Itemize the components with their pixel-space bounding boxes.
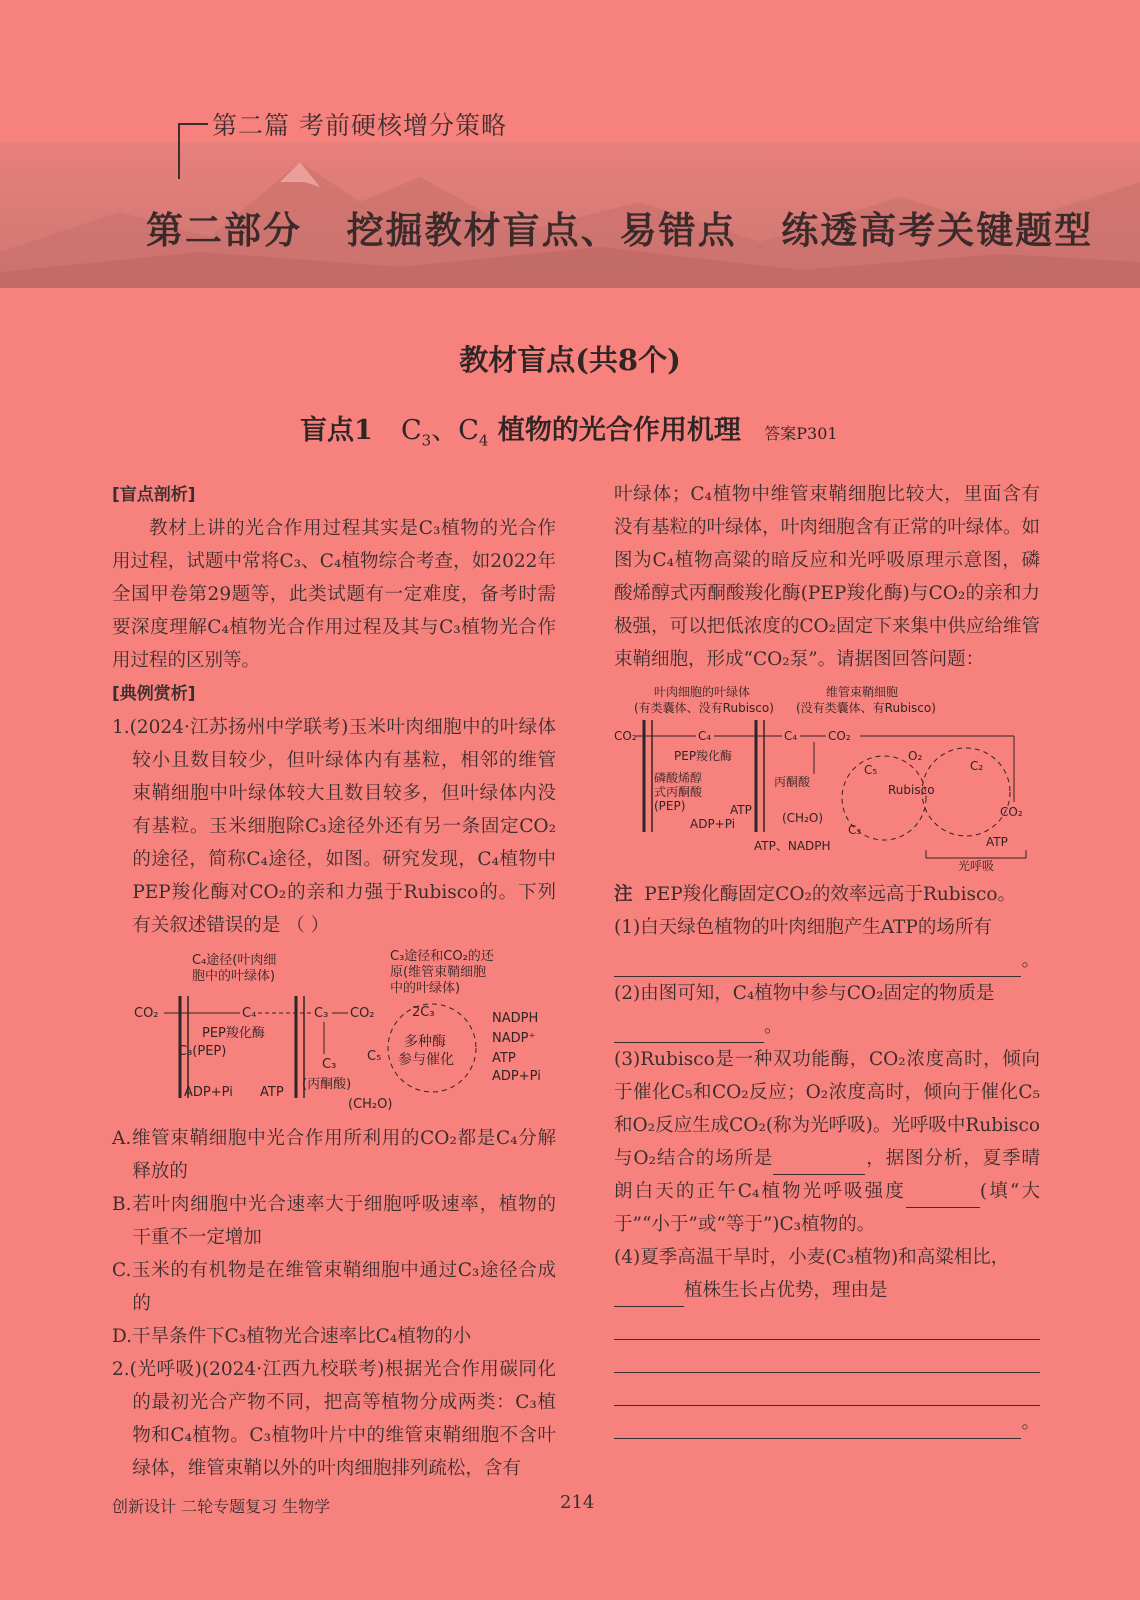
fig1-catalysis: 参与催化 <box>398 1052 454 1068</box>
fig1-pep-enzyme: PEP羧化酶 <box>202 1026 265 1041</box>
header-bracket <box>178 123 208 125</box>
fig2-pep-3: (PEP) <box>654 799 686 813</box>
fig2-bundle-label-2: (没有类囊体、有Rubisco) <box>796 701 936 715</box>
option-c: C.玉米的有机物是在维管束鞘细胞中通过C₃途径合成的 <box>112 1260 556 1314</box>
answer-blank-3b[interactable] <box>906 1185 980 1208</box>
sub2-end: 。 <box>764 1016 783 1037</box>
sub3-part-a: (3)Rubisco是一种双功能酶，CO₂浓度高时，倾向于催化C₅和CO₂反应；O₂浓度高时，倾向于催化C₅和O₂反应生成CO₂(称为光呼吸)。光呼吸中Rubisco与O₂结合的场所是 <box>614 1049 1040 1169</box>
note-label: 注 <box>614 884 633 905</box>
sub-question-1-answer <box>614 944 1040 977</box>
fig2-meso-label-2: (有类囊体、没有Rubisco) <box>634 701 774 715</box>
fig2-pep-enzyme: PEP羧化酶 <box>674 749 733 763</box>
part-label: 第二篇 考前硬核增分策略 <box>212 111 507 140</box>
answer-blank-4a[interactable] <box>614 1284 684 1307</box>
fig2-pep-2: 式丙酮酸 <box>654 785 703 799</box>
fig2-c3: C₃ <box>848 823 862 837</box>
sub-question-1: (1)白天绿色植物的叶肉细胞产生ATP的场所有 <box>614 917 992 938</box>
right-column <box>614 478 1040 1439</box>
answer-line-1[interactable] <box>614 944 1021 977</box>
example-tag: [典例赏析] <box>112 684 196 704</box>
fig1-c4: C₄ <box>242 1006 257 1021</box>
main-title: 第二部分 挖掘教材盲点、易错点 练透高考关键题型 <box>146 209 1094 252</box>
fig1-c3-pyruvate: C₃ <box>322 1057 337 1072</box>
answer-line-2[interactable] <box>614 1010 764 1043</box>
fig1-c3pep: C₃(PEP) <box>178 1044 227 1059</box>
fig1-co2: CO₂ <box>134 1006 159 1021</box>
fig2-photoresp-bracket <box>926 850 1026 858</box>
fig2-meso-label: 叶肉细胞的叶绿体 <box>654 685 751 699</box>
sub-question-2-answer <box>614 1010 1040 1043</box>
question-2-continued: 叶绿体；C₄植物中维管束鞘细胞比较大，里面含有没有基粒的叶绿体，叶肉细胞含有正常的叶绿体。如图为C₄植物高粱的暗反应和光呼吸原理示意图，磷酸烯醇式丙酮酸羧化酶(PEP羧化酶)与CO₂的亲和力极强，可以把低浓度的CO₂固定下来集中供应给维管束鞘细胞，形成“CO₂泵”。请据图回答问题： <box>614 484 1040 670</box>
answer-ref: 答案P301 <box>764 424 838 443</box>
fig2-pep-1: 磷酸烯醇 <box>654 771 703 785</box>
fig2-co2-right: CO₂ <box>1000 805 1023 819</box>
fig1-adp-left: ADP+Pi <box>184 1085 233 1100</box>
answer-line-4d[interactable] <box>614 1406 1021 1439</box>
answer-line-4a[interactable] <box>614 1307 1040 1340</box>
fig2-atp-nadph: ATP、NADPH <box>754 839 831 853</box>
fig2-c4-b: C₄ <box>784 729 798 743</box>
analysis-tag: [盲点剖析] <box>112 485 196 505</box>
fig1-enzymes: 多种酶 <box>404 1034 446 1050</box>
fig2-photoresp: 光呼吸 <box>958 859 995 872</box>
option-a: A.维管束鞘细胞中光合作用所利用的CO₂都是C₄分解释放的 <box>112 1128 556 1182</box>
fig1-c4-label-2: 胞中的叶绿体) <box>192 969 276 984</box>
answer-blank-3a[interactable] <box>773 1152 865 1175</box>
fig2-rubisco: Rubisco <box>888 783 935 797</box>
fig2-o2: O₂ <box>908 749 923 763</box>
analysis-text: 教材上讲的光合作用过程其实是C₃植物的光合作用过程，试题中常将C₃、C₄植物综合考查，如2022年全国甲卷第29题等，此类试题有一定难度，备考时需要深度理解C₄植物光合作用过程及其与C₃植物光合作用过程的区别等。 <box>112 518 556 671</box>
sub4-text: (4)夏季高温干旱时，小麦(C₃植物)和高粱相比， <box>614 1247 1010 1268</box>
page-number: 214 <box>560 1492 595 1513</box>
sub3-part-c: (填“大于”“小于”或“等于”)C₃植物的。 <box>614 1181 1040 1235</box>
sub3-part-b: ，据图分析，夏季晴朗白天的正午C₄植物光呼吸强度 <box>614 1148 1040 1202</box>
fig1-c3-label-3: 中的叶绿体) <box>390 981 461 996</box>
sub1-end: 。 <box>1021 950 1040 971</box>
left-column <box>112 478 556 1485</box>
footer-text: 创新设计 二轮专题复习 生物学 <box>112 1497 331 1516</box>
fig1-c3: C₃ <box>314 1006 329 1021</box>
fig2-ch2o: (CH₂O) <box>782 811 824 825</box>
fig1-co2b: CO₂ <box>350 1006 375 1021</box>
answer-line-4b[interactable] <box>614 1340 1040 1373</box>
fig1-ch2o: (CH₂O) <box>348 1097 393 1112</box>
c4-pathway-figure <box>112 948 556 1116</box>
fig1-2c3: 2C₃ <box>412 1005 435 1020</box>
fig1-c4-label: C₄途径(叶肉细 <box>192 953 277 968</box>
point-title <box>300 408 838 449</box>
sub-question-4 <box>614 1241 1040 1307</box>
note-text: PEP羧化酶固定CO₂的效率远高于Rubisco。 <box>644 884 1017 905</box>
note <box>614 878 1040 911</box>
fig1-pyruvate: (丙酮酸) <box>302 1077 352 1092</box>
fig1-c5: C₅ <box>367 1049 382 1064</box>
fig2-pyruvate: 丙酮酸 <box>774 775 811 789</box>
question-1: 1.(2024·江苏扬州中学联考)玉米叶肉细胞中的叶绿体较小且数目较少，但叶绿体内有基粒，相邻的维管束鞘细胞中叶绿体较大且数目较多，但叶绿体内没有基粒。玉米细胞除C₃途径外还有另一条固定CO₂的途径，简称C₄途径，如图。研究发现，C₄植物中PEP羧化酶对CO₂的亲和力强于Rubisco的。下列有关叙述错误的是 （ ） <box>112 717 556 936</box>
option-d: D.干旱条件下C₃植物光合速率比C₄植物的小 <box>112 1326 472 1347</box>
fig1-adp: ADP+Pi <box>492 1069 541 1084</box>
answer-line-4-final <box>614 1406 1040 1439</box>
fig2-co2-mid: CO₂ <box>828 729 851 743</box>
fig2-c4-a: C₄ <box>698 729 712 743</box>
sub-question-2: (2)由图可知，C₄植物中参与CO₂固定的物质是 <box>614 983 995 1004</box>
option-b: B.若叶肉细胞中光合速率大于细胞呼吸速率，植物的干重不一定增加 <box>112 1194 556 1248</box>
point-prefix: 盲点1 <box>300 415 373 446</box>
fig1-c3-label: C₃途径和CO₂的还 <box>390 949 494 964</box>
section-title: 教材盲点(共8个) <box>459 343 681 377</box>
fig1-atp: ATP <box>492 1051 516 1066</box>
fig2-atp: ATP <box>730 803 752 817</box>
fig2-bundle-label: 维管束鞘细胞 <box>826 685 899 699</box>
question-2: 2.(光呼吸)(2024·江西九校联考)根据光合作用碳同化的最初光合产物不同，把高等植物分成两类：C₃植物和C₄植物。C₃植物叶片中的维管束鞘细胞不含叶绿体，维管束鞘以外的叶肉细胞排列疏松，含有 <box>112 1359 556 1479</box>
point-title-text: 植物的光合作用机理 <box>497 415 741 446</box>
fig2-adp: ADP+Pi <box>690 817 736 831</box>
answer-line-4c[interactable] <box>614 1373 1040 1406</box>
point-formula: $C_3$、$C_4$ <box>401 415 489 450</box>
fig1-nadph: NADPH <box>492 1011 539 1026</box>
fig2-c2: C₂ <box>970 759 984 773</box>
fig2-c5: C₅ <box>864 763 878 777</box>
fig1-c3-label-2: 原(维管束鞘细胞 <box>390 965 487 980</box>
c4-photorespiration-figure <box>614 682 1040 872</box>
sub-question-3 <box>614 1043 1040 1241</box>
end-mark: 。 <box>1021 1412 1040 1433</box>
fig1-atp-left: ATP <box>260 1085 284 1100</box>
fig2-atp-right: ATP <box>986 835 1008 849</box>
fig2-co2-left: CO₂ <box>614 729 637 743</box>
sub4-text-b: 植株生长占优势，理由是 <box>684 1280 888 1301</box>
fig2-photorespiration-cycle <box>922 748 1010 836</box>
header-bracket-left <box>178 123 180 179</box>
fig1-nadp: NADP⁺ <box>492 1031 536 1046</box>
